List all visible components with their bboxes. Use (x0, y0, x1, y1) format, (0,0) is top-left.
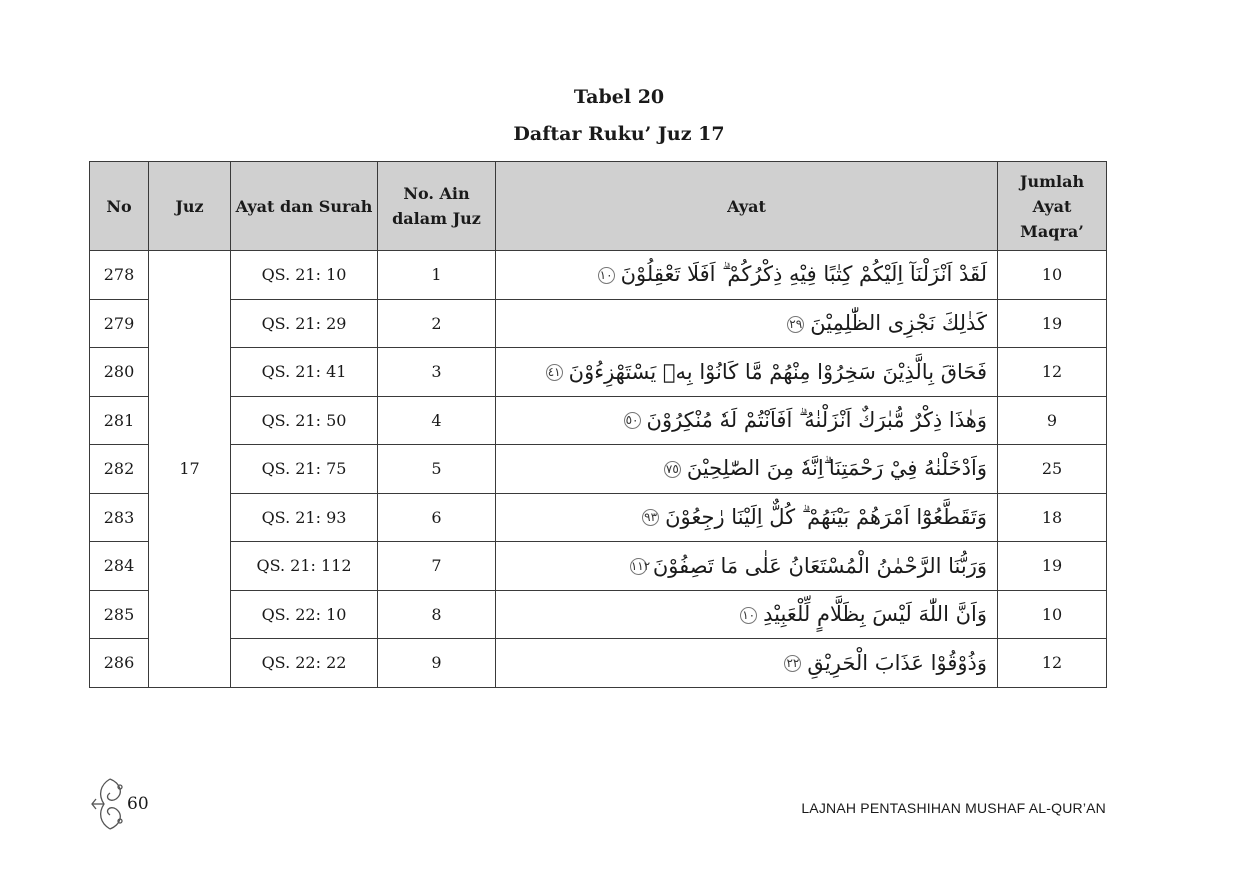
ayat-surah-cell: QS. 21: 75 (231, 445, 378, 494)
row-number: 283 (90, 493, 149, 542)
header-no-ain (378, 162, 496, 251)
row-number: 280 (90, 348, 149, 397)
table-row (90, 590, 1107, 639)
table-row (90, 493, 1107, 542)
jumlah-ayat-cell: 19 (998, 299, 1107, 348)
ayat-text: وَتَقَطَّعُوْٓا اَمْرَهُمْ بَيْنَهُمْ ۗ كُلٌّ اِلَيْنَا رٰجِعُوْنَ (665, 504, 987, 529)
ain-number-cell: 6 (378, 493, 496, 542)
row-number: 284 (90, 542, 149, 591)
ayat-surah-cell: QS. 21: 93 (231, 493, 378, 542)
jumlah-ayat-cell: 9 (998, 396, 1107, 445)
ruku-table (89, 161, 1107, 688)
header-jumlah-line1: Jumlah (1019, 171, 1085, 191)
ayat-text: فَحَاقَ بِالَّذِيْنَ سَخِرُوْا مِنْهُمْ مَّا كَانُوْا بِهٖ يَسْتَهْزِءُوْنَ (568, 359, 987, 384)
ayah-end-marker-icon: ٤١ (546, 364, 563, 381)
ayat-cell (496, 396, 998, 445)
ayah-end-marker-icon: ١١٢ (630, 559, 651, 574)
ayat-text: كَذٰلِكَ نَجْزِى الظّٰلِمِيْنَ (810, 311, 987, 336)
jumlah-ayat-cell: 25 (998, 445, 1107, 494)
juz-cell: 17 (149, 251, 231, 688)
ayat-cell (496, 542, 998, 591)
table-row (90, 639, 1107, 688)
header-jumlah (998, 162, 1107, 251)
ayah-end-marker-icon: ٥٠ (624, 412, 641, 429)
ain-number-cell: 3 (378, 348, 496, 397)
ayat-text: وَهٰذَا ذِكْرٌ مُّبٰرَكٌ اَنْزَلْنٰهُ ۗ اَفَاَنْتُمْ لَهٗ مُنْكِرُوْنَ (646, 407, 987, 432)
ayat-cell (496, 493, 998, 542)
ayat-text: وَذُوْقُوْا عَذَابَ الْحَرِيْقِ (807, 650, 987, 675)
table-row (90, 251, 1107, 300)
ayat-surah-cell: QS. 22: 10 (231, 590, 378, 639)
ayah-end-marker-icon: ٩٣ (642, 509, 659, 526)
row-number: 286 (90, 639, 149, 688)
header-no-ain-line1: No. Ain (403, 184, 470, 203)
header-ayat-surah: Ayat dan Surah (231, 162, 378, 251)
table-row (90, 445, 1107, 494)
row-number: 282 (90, 445, 149, 494)
jumlah-ayat-cell: 12 (998, 639, 1107, 688)
floral-ornament-icon (90, 775, 130, 833)
jumlah-ayat-cell: 18 (998, 493, 1107, 542)
ain-number-cell: 8 (378, 590, 496, 639)
ain-number-cell: 2 (378, 299, 496, 348)
page-number: 60 (127, 794, 149, 814)
jumlah-ayat-cell: 19 (998, 542, 1107, 591)
header-juz: Juz (149, 162, 231, 251)
jumlah-ayat-cell: 10 (998, 251, 1107, 300)
header-jumlah-line2: Ayat (1032, 196, 1072, 216)
ain-number-cell: 7 (378, 542, 496, 591)
ayat-surah-cell: QS. 21: 41 (231, 348, 378, 397)
row-number: 281 (90, 396, 149, 445)
ayat-text: وَاَنَّ اللّٰهَ لَيْسَ بِظَلَّامٍ لِّلْعَبِيْدِ (763, 602, 987, 627)
ain-number-cell: 4 (378, 396, 496, 445)
table-header-row (90, 162, 1107, 251)
ayat-surah-cell: QS. 21: 10 (231, 251, 378, 300)
ayah-end-marker-icon: ١٠ (598, 267, 615, 284)
ayat-surah-cell: QS. 22: 22 (231, 639, 378, 688)
table-row (90, 299, 1107, 348)
ayat-cell (496, 348, 998, 397)
header-no: No (90, 162, 149, 251)
ayat-cell (496, 445, 998, 494)
ain-number-cell: 1 (378, 251, 496, 300)
table-number: Tabel 20 (573, 86, 665, 108)
jumlah-ayat-cell: 12 (998, 348, 1107, 397)
ayah-end-marker-icon: ٧٥ (664, 461, 681, 478)
header-jumlah-line3: Maqra’ (1020, 221, 1084, 241)
row-number: 278 (90, 251, 149, 300)
ayat-text: لَقَدْ اَنْزَلْنَآ اِلَيْكُمْ كِتٰبًا فِيْهِ ذِكْرُكُمْ ۗ اَفَلَا تَعْقِلُوْنَ (620, 262, 987, 287)
ayat-text: وَرَبُّنَا الرَّحْمٰنُ الْمُسْتَعَانُ عَلٰى مَا تَصِفُوْنَ (652, 553, 987, 578)
ain-number-cell: 5 (378, 445, 496, 494)
header-ayat: Ayat (496, 162, 998, 251)
table-row (90, 396, 1107, 445)
ayat-cell (496, 639, 998, 688)
ayat-cell (496, 299, 998, 348)
ayah-end-marker-icon: ٢٢ (784, 655, 801, 672)
table-row (90, 348, 1107, 397)
ayat-text: وَاَدْخَلْنٰهُ فِيْ رَحْمَتِنَا ۗاِنَّهٗ مِنَ الصّٰلِحِيْنَ (686, 456, 987, 481)
ayat-cell (496, 590, 998, 639)
ain-number-cell: 9 (378, 639, 496, 688)
running-footer-title: LAJNAH PENTASHIHAN MUSHAF AL-QUR’AN (801, 800, 1106, 816)
header-no-ain-line2: dalam Juz (392, 209, 481, 228)
ayah-end-marker-icon: ١٠ (740, 607, 757, 624)
row-number: 279 (90, 299, 149, 348)
ayah-end-marker-icon: ٢٩ (787, 316, 804, 333)
ayat-surah-cell: QS. 21: 29 (231, 299, 378, 348)
ayat-surah-cell: QS. 21: 50 (231, 396, 378, 445)
table-row (90, 542, 1107, 591)
row-number: 285 (90, 590, 149, 639)
ayat-surah-cell: QS. 21: 112 (231, 542, 378, 591)
ayat-cell (496, 251, 998, 300)
table-title: Daftar Ruku’ Juz 17 (513, 123, 725, 145)
jumlah-ayat-cell: 10 (998, 590, 1107, 639)
